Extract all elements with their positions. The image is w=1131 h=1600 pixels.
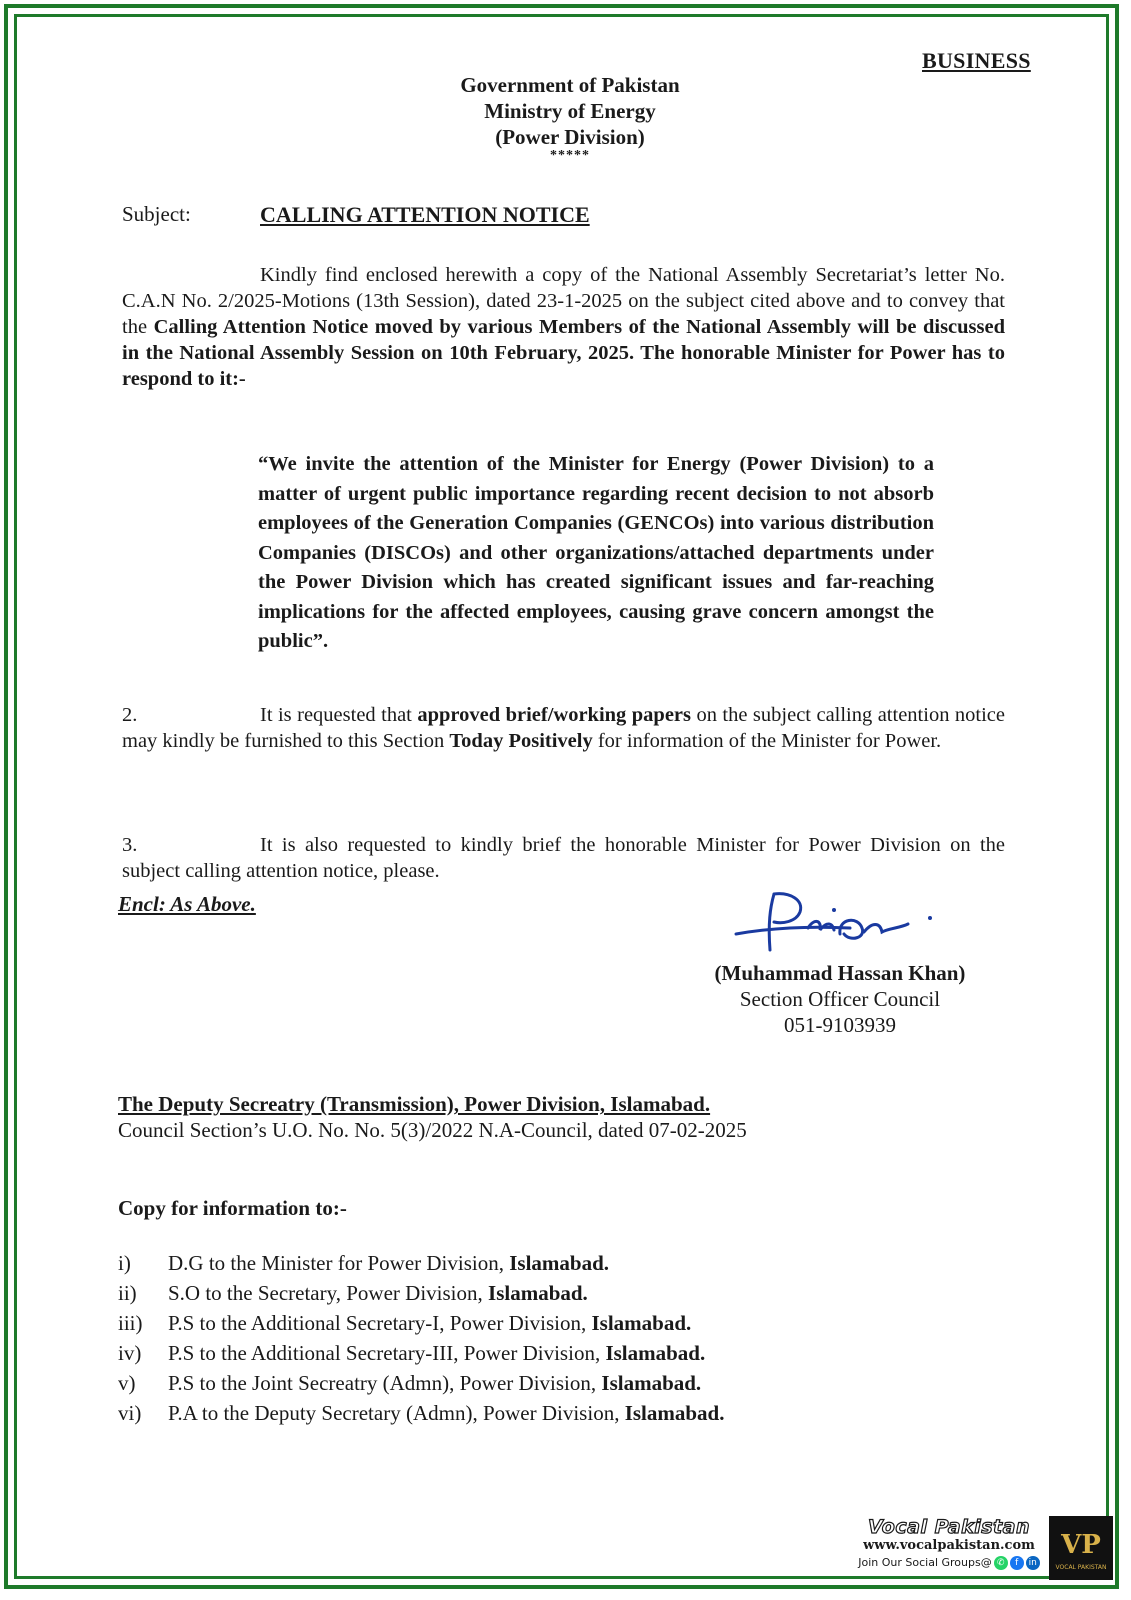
addressee: The Deputy Secreatry (Transmission), Power Division, Islamabad. <box>118 1092 711 1116</box>
paragraph-2 <box>122 702 1005 754</box>
subject-title: CALLING ATTENTION NOTICE <box>260 202 590 227</box>
paragraph-2-text-a: It is requested that <box>260 704 418 726</box>
paragraph-3-text: It is also requested to kindly brief the honorable Minister for Power Division on the subject calling attention notice, please. <box>122 834 1005 882</box>
facebook-icon[interactable]: f <box>1010 1556 1024 1570</box>
paragraph-1 <box>122 262 1005 392</box>
paragraph-1-text: Kindly find enclosed herewith a copy of the National Assembly Secretariat’s letter No. C.A.N No. 2/2025-Motions (13th Session), dated 23-1-2025 on the subject cited above and to convey that the <box>122 264 1005 338</box>
enclosure-note: Encl: As Above. <box>118 892 256 916</box>
signatory-phone: 051-9103939 <box>784 1013 896 1037</box>
paragraph-2-bold-b: Today Positively <box>449 730 593 752</box>
watermark-join-text: Join Our Social Groups@ <box>858 1556 992 1569</box>
list-item-number: v) <box>118 1371 136 1395</box>
paragraph-3-number: 3. <box>122 834 138 856</box>
logo-subtitle: VOCAL PAKISTAN <box>1055 1564 1107 1571</box>
header-stars: ***** <box>550 148 590 163</box>
list-item <box>118 1278 918 1308</box>
watermark-brand: Vocal Pakistan <box>867 1516 1030 1538</box>
list-item <box>118 1368 918 1398</box>
list-item-place: Islamabad. <box>509 1251 610 1275</box>
paragraph-2-text-c: for information of the Minister for Power. <box>592 730 942 752</box>
list-item-place: Islamabad. <box>488 1281 588 1305</box>
watermark-url[interactable]: www.vocalpakistan.com <box>863 1538 1035 1553</box>
copy-list <box>118 1248 918 1428</box>
list-item-place: Islamabad. <box>624 1401 725 1425</box>
subject-label: Subject: <box>122 202 191 226</box>
list-item-number: iii) <box>118 1311 143 1335</box>
notice-quote: “We invite the attention of the Minister for Energy (Power Division) to a matter of urgent public importance regarding recent decision to not absorb employees of the Generation Companies (GENCOs) into various distribution Companies (DISCOs) and other organizations/attached departments under the Power Division which has created significant issues and far-reaching implications for the affected employees, causing grave concern amongst the public”. <box>258 453 934 652</box>
letterhead <box>380 72 760 162</box>
list-item-place: Islamabad. <box>601 1371 702 1395</box>
vocal-pakistan-logo <box>1049 1516 1113 1580</box>
list-item-number: vi) <box>118 1401 142 1425</box>
list-item-number: iv) <box>118 1341 142 1365</box>
list-item <box>118 1308 918 1338</box>
business-tag: BUSINESS <box>922 48 1031 73</box>
list-item-place: Islamabad. <box>591 1311 692 1335</box>
whatsapp-icon[interactable]: ✆ <box>994 1556 1008 1570</box>
list-item-number: i) <box>118 1251 131 1275</box>
list-item-place: Islamabad. <box>605 1341 706 1365</box>
uo-number: Council Section’s U.O. No. No. 5(3)/2022 N.A-Council, dated 07-02-2025 <box>118 1118 747 1142</box>
signatory-designation: Section Officer Council <box>739 987 941 1011</box>
list-item-text: D.G to the Minister for Power Division, <box>168 1251 510 1275</box>
list-item-text: P.A to the Deputy Secretary (Admn), Power Division, <box>168 1401 625 1425</box>
list-item <box>118 1398 918 1428</box>
list-item <box>118 1338 918 1368</box>
copy-heading: Copy for information to:- <box>118 1196 347 1220</box>
handwritten-signature <box>730 888 970 968</box>
list-item <box>118 1248 918 1278</box>
header-government: Government of Pakistan <box>460 73 680 97</box>
watermark-join <box>854 1554 1044 1572</box>
paragraph-2-bold-a: approved brief/working papers <box>417 704 691 726</box>
list-item-text: S.O to the Secretary, Power Division, <box>168 1281 489 1305</box>
signatory-name: (Muhammad Hassan Khan) <box>714 961 966 985</box>
header-ministry: Ministry of Energy <box>484 99 656 123</box>
list-item-text: P.S to the Additional Secretary-III, Power Division, <box>168 1341 606 1365</box>
list-item-number: ii) <box>118 1281 137 1305</box>
list-item-text: P.S to the Joint Secreatry (Admn), Power Division, <box>168 1371 602 1395</box>
paragraph-1-bold: Calling Attention Notice moved by various Members of the National Assembly will be discussed in the National Assembly Session on 10th February, 2025. The honorable Minister for Power has to respond to it:- <box>122 316 1006 390</box>
list-item-text: P.S to the Additional Secretary-I, Power Division, <box>168 1311 592 1335</box>
vocal-pakistan-watermark <box>854 1516 1044 1572</box>
linkedin-icon[interactable]: in <box>1026 1556 1040 1570</box>
paragraph-2-text-b: on the subject calling attention notice may kindly be furnished to this Section <box>122 704 1005 752</box>
header-division: (Power Division) <box>495 125 645 149</box>
signature-block <box>690 960 990 1038</box>
paragraph-2-number: 2. <box>122 704 138 726</box>
logo-letters: VP <box>1061 1530 1101 1560</box>
paragraph-3 <box>122 832 1005 884</box>
